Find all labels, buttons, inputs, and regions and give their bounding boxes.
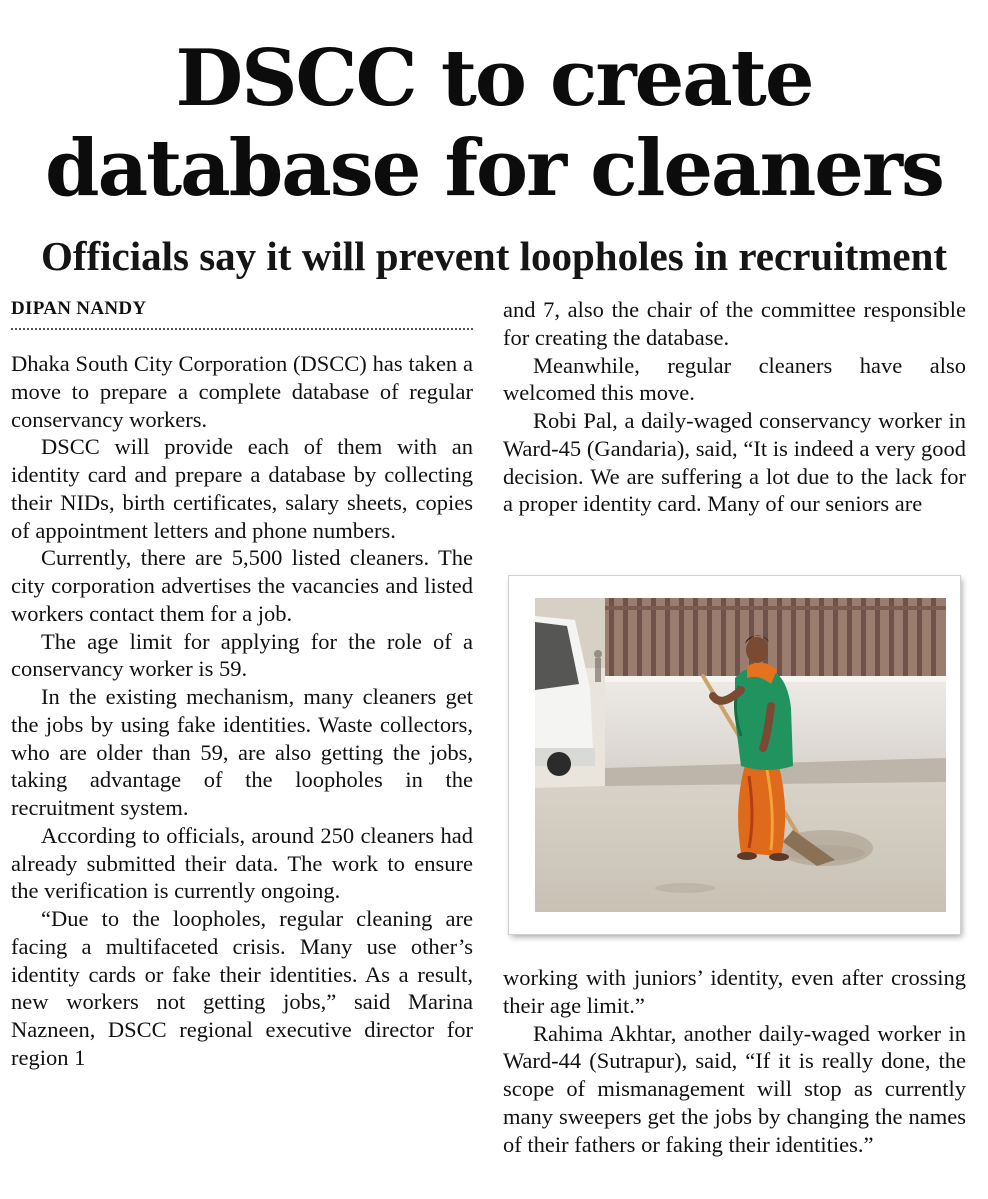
paragraph: DSCC will provide each of them with an identity card and prepare a database by collecting their NIDs, birth certificates, salary sheets, copies of appointment letters and phone numbers. — [11, 434, 473, 543]
paragraph: Meanwhile, regular cleaners have also welcomed this move. — [503, 352, 966, 406]
paragraph: Currently, there are 5,500 listed cleaners. The city corporation advertises the vacancies and listed workers contact them for a job. — [11, 545, 473, 626]
article-photo — [509, 576, 960, 934]
paragraph: and 7, also the chair of the committee responsible for creating the database. — [503, 297, 966, 350]
paragraph: According to officials, around 250 cleaners had already submitted their data. The work to ensure the verification is currently ongoing. — [11, 822, 473, 904]
paragraph: “Due to the loopholes, regular cleaning are facing a multifaceted crisis. Many use other’s identity cards or fake their identities. As a result, new workers not getting jobs,” said Marina Nazneen, DSCC regional executive director for region 1 — [11, 906, 473, 1070]
paragraph: Dhaka South City Corporation (DSCC) has taken a move to prepare a complete database of regular conservancy workers. — [11, 351, 473, 432]
headline-line-2: database for cleaners — [45, 123, 943, 214]
paragraph: The age limit for applying for the role of a conservancy worker is 59. — [11, 628, 473, 682]
article-column-right-top — [503, 296, 966, 518]
article-column-left — [11, 350, 473, 1072]
headline — [0, 34, 988, 214]
street-sweeper-photo-icon — [535, 598, 946, 912]
subheadline: Officials say it will prevent loopholes in recruitment — [40, 233, 948, 279]
paragraph: working with juniors’ identity, even after crossing their age limit.” — [503, 965, 966, 1018]
byline: DIPAN NANDY — [11, 298, 473, 330]
article-column-right-bottom — [503, 964, 966, 1158]
paragraph: Rahima Akhtar, another daily-waged worker in Ward-44 (Sutrapur), said, “If it is really done, the scope of mismanagement will stop as currently many sweepers get the jobs by changing the names of their fathers or faking their identities.” — [503, 1020, 966, 1157]
paragraph: Robi Pal, a daily-waged conservancy worker in Ward-45 (Gandaria), said, “It is indeed a very good decision. We are suffering a lot due to the lack for a proper identity card. Many of our seniors are — [503, 408, 966, 517]
paragraph: In the existing mechanism, many cleaners get the jobs by using fake identities. Waste collectors, who are older than 59, are also getting the jobs, taking advantage of the loopholes in the recruitment system. — [11, 684, 473, 820]
headline-line-1: DSCC to create — [175, 33, 813, 124]
